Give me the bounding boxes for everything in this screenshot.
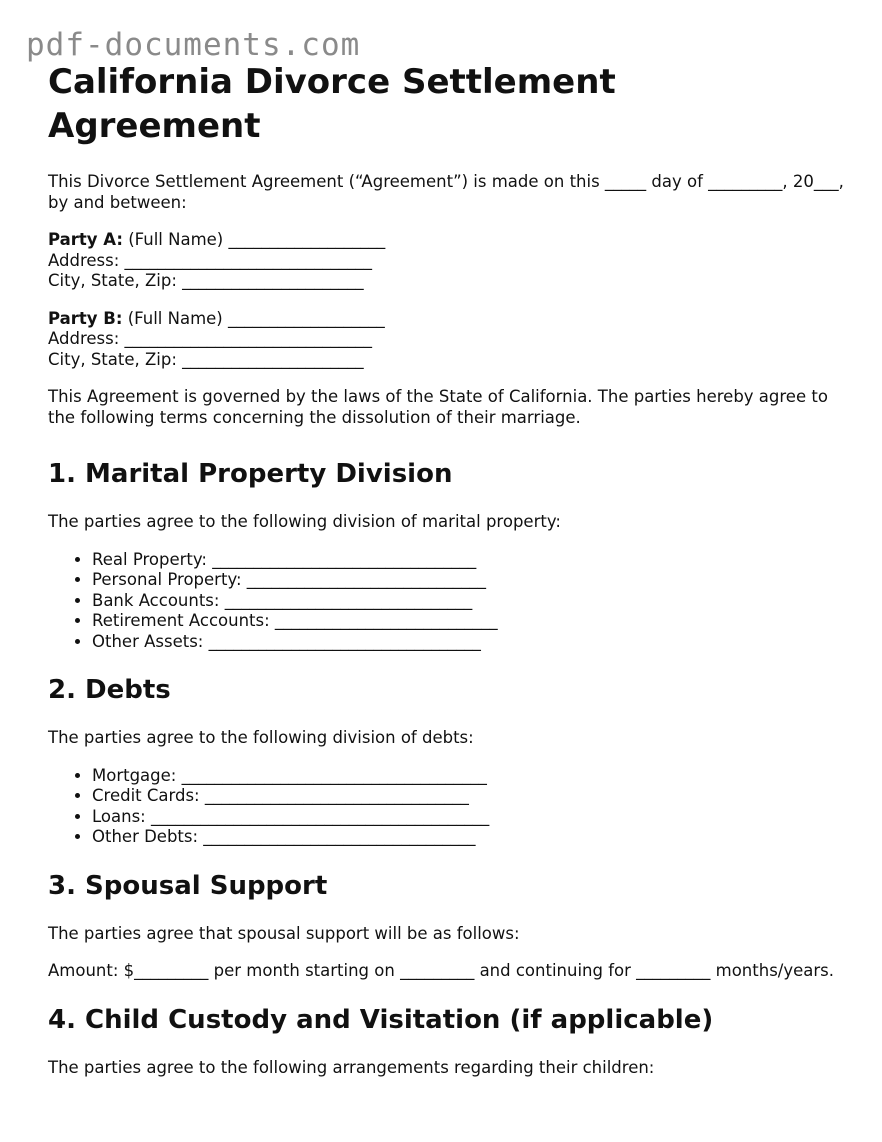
- party-b-city: City, State, Zip: ______________________: [48, 349, 364, 369]
- title-line-1: California Divorce Settlement: [48, 62, 616, 102]
- title-line-2: Agreement: [48, 106, 261, 146]
- party-a-name-field: (Full Name) ___________________: [122, 230, 386, 249]
- section-heading-custody: 4. Child Custody and Visitation (if applicable): [48, 1004, 714, 1035]
- document-page: [48, 60, 848, 1078]
- party-a-city: City, State, Zip: ______________________: [48, 271, 364, 290]
- list-item: • Bank Accounts: ______________________________: [92, 591, 848, 612]
- section-lead-support: The parties agree that spousal support will be as follows:: [48, 923, 520, 943]
- party-a-address: Address: ______________________________: [48, 250, 373, 270]
- list-item: • Other Assets: _________________________________: [92, 632, 848, 653]
- list-item: • Personal Property: _____________________________: [92, 570, 848, 591]
- section-heading-debts: 2. Debts: [48, 675, 171, 705]
- party-b-block: [48, 309, 848, 371]
- list-item: • Retirement Accounts: ___________________________: [92, 611, 848, 632]
- support-amount-line: Amount: $_________ per month starting on _________ and continuing for _________ months/years.: [48, 961, 834, 980]
- debts-list: [48, 766, 848, 848]
- party-a-name-line: [48, 230, 848, 251]
- section-lead-debts: The parties agree to the following division of debts:: [48, 728, 474, 747]
- party-a-block: [48, 230, 848, 292]
- party-a-label: Party A:: [48, 230, 123, 249]
- governing-law-paragraph: This Agreement is governed by the laws of the State of California. The parties hereby agree to the following terms concerning the dissolution of their marriage.: [48, 387, 828, 427]
- list-item: • Mortgage: _____________________________________: [92, 766, 848, 787]
- list-item: • Real Property: ________________________________: [92, 550, 848, 571]
- property-list: [48, 550, 848, 653]
- list-item: • Loans: _________________________________________: [92, 807, 848, 828]
- watermark: pdf-documents.com: [26, 27, 361, 63]
- party-b-label: Party B:: [48, 308, 123, 328]
- party-b-name-field: (Full Name) ___________________: [122, 308, 385, 328]
- list-item: • Other Debts: _________________________________: [92, 827, 848, 848]
- document-title: [48, 60, 848, 148]
- section-heading-property: 1. Marital Property Division: [48, 459, 453, 489]
- section-lead-property: The parties agree to the following division of marital property:: [48, 512, 561, 531]
- intro-paragraph: This Divorce Settlement Agreement (“Agreement”) is made on this _____ day of _________, 20___, by and between:: [48, 172, 844, 212]
- section-heading-support: 3. Spousal Support: [48, 870, 328, 901]
- list-item: • Credit Cards: ________________________________: [92, 786, 848, 807]
- section-lead-custody: The parties agree to the following arrangements regarding their children:: [48, 1057, 655, 1077]
- party-b-address: Address: ______________________________: [48, 329, 373, 348]
- party-b-name-line: [48, 309, 848, 330]
